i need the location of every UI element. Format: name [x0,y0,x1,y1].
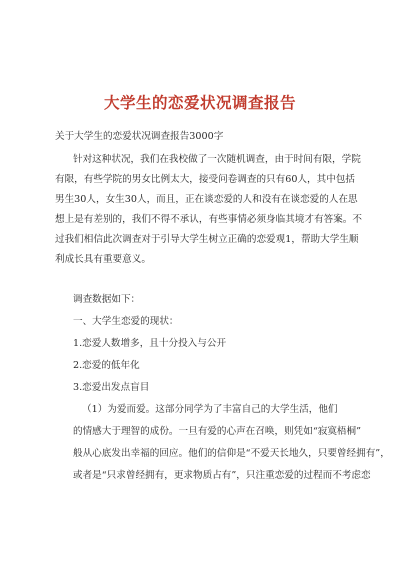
list-item: 3.恋爱出发点盲目 [73,382,150,393]
list-item: 2.恋爱的低年化 [73,360,140,371]
paragraph-line: 过我们相信此次调查对于引导大学生树立正确的恋爱观1，帮助大学生顺 [55,234,359,245]
section-heading: 一、大学生恋爱的现状： [73,316,179,327]
paragraph-line: 的情感大于理智的成份。一旦有爱的心声在召唤，则凭如“寂寞梧桐” [73,426,362,437]
document-subtitle: 关于大学生的恋爱状况调查报告3000字 [55,131,224,142]
paragraph-line: 般从心底发出幸福的回应。他们的信仰是“不爱天长地久，只要曾经拥有”， [73,448,390,459]
paragraph-line: 针对这种状况，我们在我校做了一次随机调查，由于时间有限，学院 [73,154,361,165]
document-title: 大学生的恋爱状况调查报告 [103,93,296,112]
paragraph-line: （1）为爱而爱。这部分同学为了丰富自己的大学生活，他们 [82,404,338,415]
paragraph-line: 或者是“只求曾经拥有，更求物质占有”，只注重恋爱的过程而不考虑恋 [73,470,371,481]
paragraph-line: 利成长具有重要意义。 [55,254,151,265]
list-item: 1.恋爱人数增多，且十分投入与公开 [73,338,227,349]
paragraph-line: 男生30人，女生30人，而且，正在谈恋爱的人和没有在谈恋爱的人在思 [55,194,358,205]
paragraph-line: 有限，有些学院的男女比例太大，接受问卷调查的只有60人，其中包括 [55,174,356,185]
data-heading: 调查数据如下： [73,294,141,305]
paragraph-line: 想上是有差别的，我们不得不承认，有些事情必须身临其境才有答案。不 [55,214,362,225]
